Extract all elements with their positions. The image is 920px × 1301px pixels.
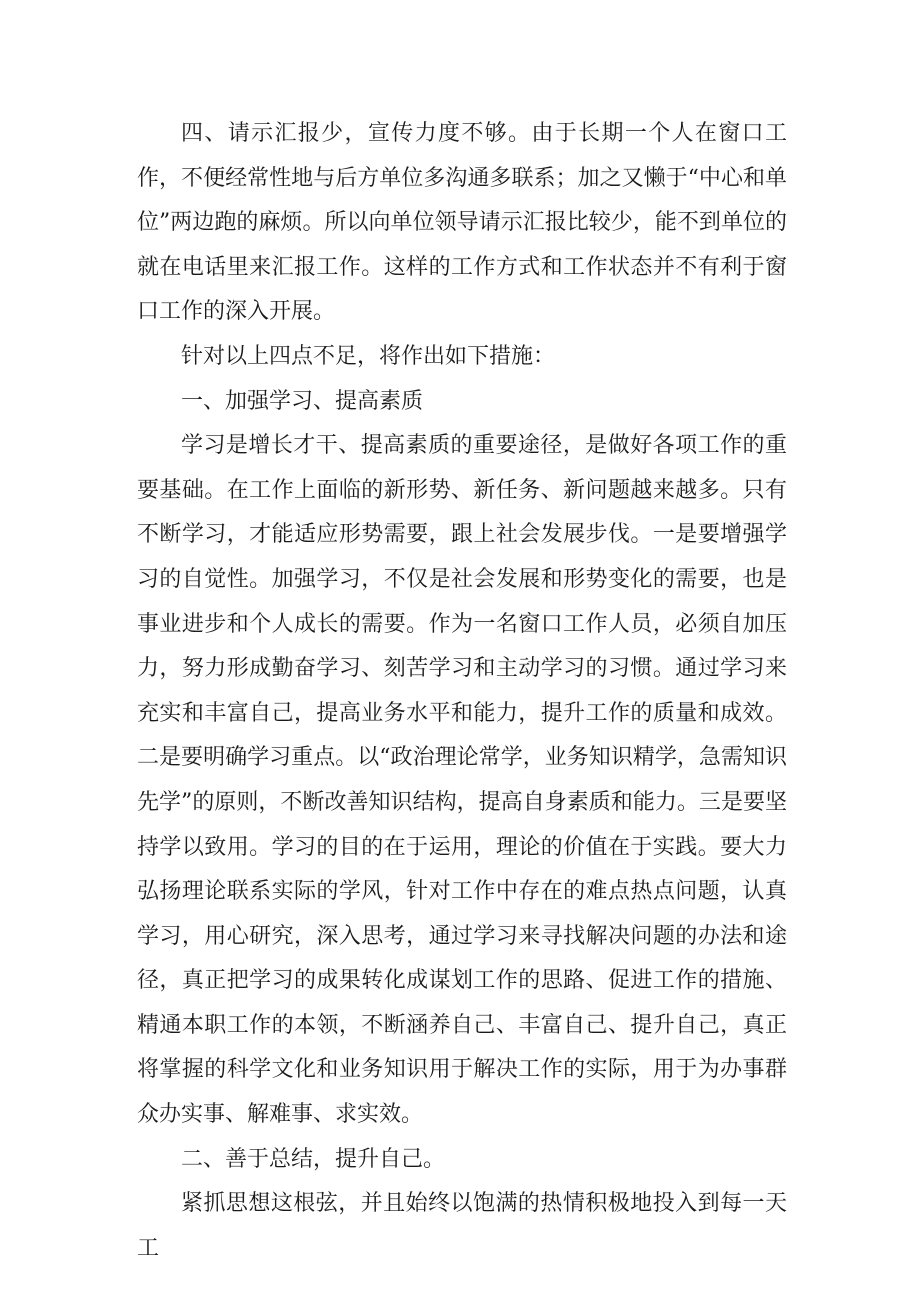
- document-body: [137, 112, 787, 1271]
- paragraph-measures-intro: 针对以上四点不足，将作出如下措施：: [181, 343, 556, 369]
- heading-strengthen-learning: 一、加强学习、提高素质: [181, 388, 424, 414]
- heading-summarize-improve: 二、善于总结，提升自己。: [181, 1146, 446, 1172]
- paragraph-learning-details: 学习是增长才干、提高素质的重要途径，是做好各项工作的重要基础。在工作上面临的新形势、新任务、新问题越来越多。只有不断学习，才能适应形势需要，跟上社会发展步伐。一是要增强学习的自觉性。加强学习，不仅是社会发展和形势变化的需要，也是事业进步和个人成长的需要。作为一名窗口工作人员，必须自加压力，努力形成勤奋学习、刻苦学习和主动学习的习惯。通过学习来充实和丰富自己，提高业务水平和能力，提升工作的质量和成效。二是要明确学习重点。以“政治理论常学，业务知识精学，急需知识先学”的原则，不断改善知识结构，提高自身素质和能力。三是要坚持学以致用。学习的目的在于运用，理论的价值在于实践。要大力弘扬理论联系实际的学风，针对工作中存在的难点热点问题，认真学习，用心研究，深入思考，通过学习来寻找解决问题的办法和途径，真正把学习的成果转化成谋划工作的思路、促进工作的措施、精通本职工作的本领，不断涵养自己、丰富自己、提升自己，真正将掌握的科学文化和业务知识用于解决工作的实际，用于为办事群众办实事、解难事、求实效。: [137, 433, 787, 1128]
- paragraph-reporting-shortcoming: 四、请示汇报少，宣传力度不够。由于长期一个人在窗口工作，不便经常性地与后方单位多沟通多联系；加之又懒于“中心和单位”两边跑的麻烦。所以向单位领导请示汇报比较少，能不到单位的就在电话里来汇报工作。这样的工作方式和工作状态并不有利于窗口工作的深入开展。: [137, 121, 787, 325]
- paragraph-thinking-continued: 紧抓思想这根弦，并且始终以饱满的热情积极地投入到每一天工: [137, 1191, 787, 1261]
